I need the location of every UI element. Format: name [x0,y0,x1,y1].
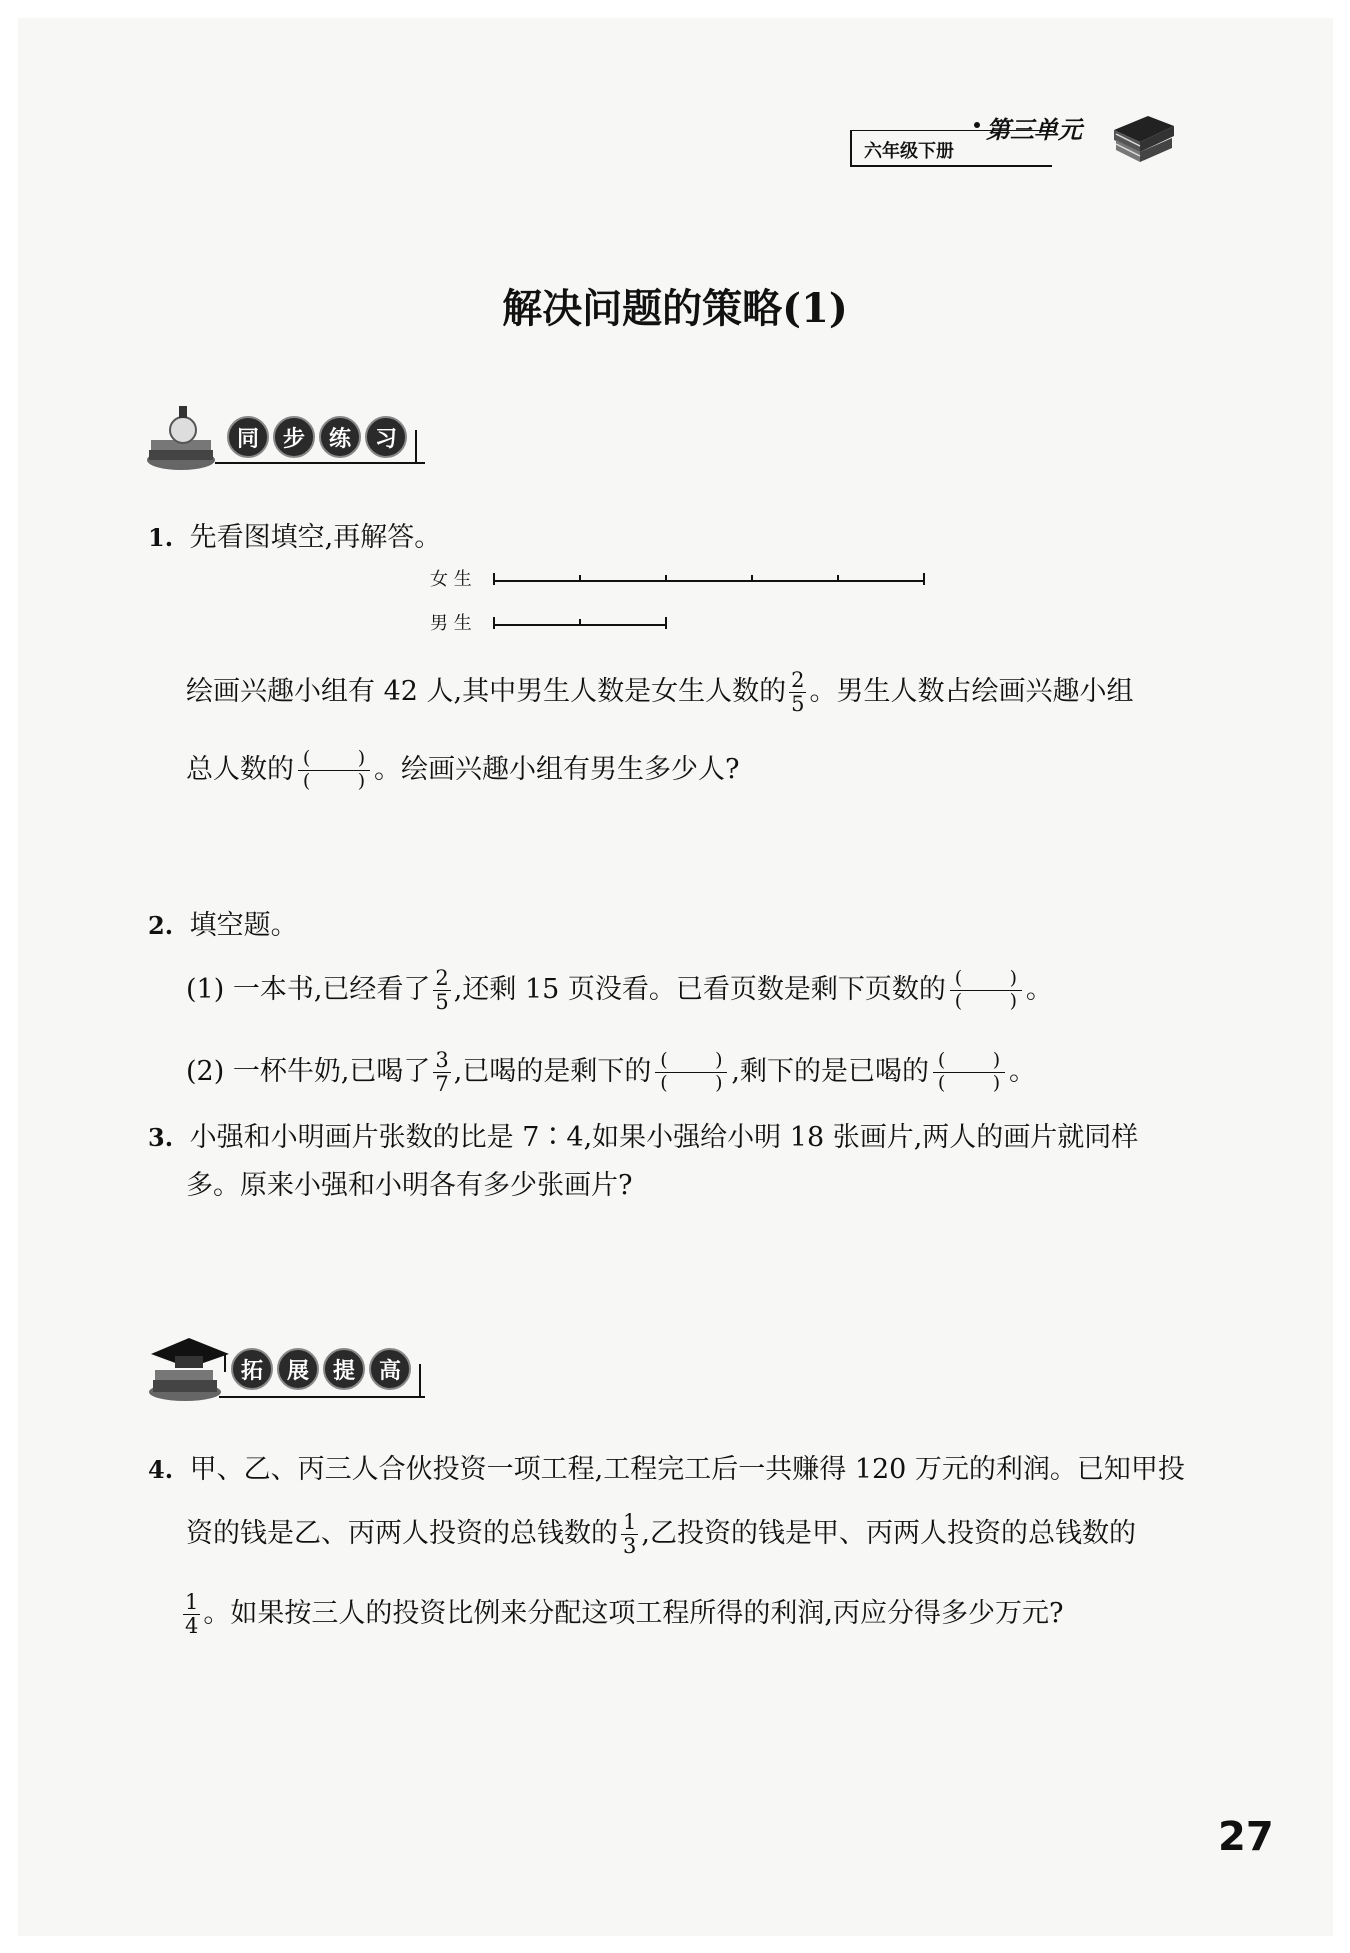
q1-line-1 [186,664,1133,720]
q3-line-2: 多。原来小强和小明各有多少张画片? [186,1170,633,1201]
girls-label: 女 生 [430,569,472,590]
text-span: 总人数的 [186,754,294,785]
section-title-practice [227,416,407,458]
fraction-3-7 [433,1049,450,1096]
question-number: 2. [148,911,174,940]
banner-underline [215,462,425,464]
question-number: 1. [148,523,174,552]
banner-bracket [419,1364,421,1396]
segment-lines [492,565,952,635]
blank-bottom: ( ) [933,1072,1005,1095]
lightbulb-books-icon [145,400,225,480]
fraction-1-4 [183,1591,200,1638]
denominator: 3 [623,1534,637,1558]
text-span: (1) 一本书,已经看了 [186,974,431,1005]
text-span: 资的钱是乙、丙两人投资的总钱数的 [186,1518,618,1549]
text-span: ,剩下的是已喝的 [731,1056,929,1087]
blank-top: ( ) [954,967,1018,990]
banner-char: 展 [277,1348,319,1390]
unit-label: 第三单元 [986,116,1082,144]
fraction-blank[interactable] [298,748,370,793]
q4-line-3 [180,1586,1063,1642]
page-number: 27 [1218,1814,1274,1860]
header [846,100,1176,170]
question-text: 小强和小明画片张数的比是 7∶4,如果小强给小明 18 张画片,两人的画片就同样 [189,1122,1139,1153]
blank-bottom: ( ) [298,770,370,793]
blank-bottom: ( ) [950,990,1022,1013]
q1-line-2 [186,742,739,798]
text-span: 。 [1025,974,1053,1005]
denominator: 5 [791,692,805,716]
question-text: 甲、乙、丙三人合伙投资一项工程,工程完工后一共赚得 120 万元的利润。已知甲投 [189,1454,1185,1485]
numerator: 1 [623,1509,637,1534]
text-span: 。 [1008,1056,1036,1087]
banner-char: 高 [369,1348,411,1390]
segment-diagram [430,565,950,635]
numerator: 2 [435,965,449,990]
banner-char: 提 [323,1348,365,1390]
boys-label: 男 生 [430,613,472,634]
fraction-2-5 [789,669,806,716]
fraction-1-3 [621,1511,638,1558]
page-title: 解决问题的策略(1) [502,285,848,332]
books-icon [1108,100,1178,168]
text-span: ,乙投资的钱是甲、丙两人投资的总钱数的 [641,1518,1136,1549]
fraction-blank[interactable] [933,1050,1005,1095]
text-span: ,还剩 15 页没看。已看页数是剩下页数的 [453,974,946,1005]
text-span: 绘画兴趣小组有 42 人,其中男生人数是女生人数的 [186,676,787,707]
grade-label: 六年级下册 [864,141,954,162]
banner-char: 拓 [231,1348,273,1390]
section-banner-extend [145,1330,425,1410]
question-3 [148,1124,1138,1151]
banner-underline [219,1396,425,1398]
numerator: 1 [185,1589,199,1614]
blank-bottom: ( ) [655,1072,727,1095]
banner-bracket [415,430,417,462]
question-prompt: 先看图填空,再解答。 [189,522,442,553]
fraction-2-5 [433,967,450,1014]
graduation-cap-books-icon [145,1330,235,1410]
section-title-extend [231,1348,411,1390]
banner-char: 练 [319,416,361,458]
banner-char: 步 [273,416,315,458]
text-span: 。男生人数占绘画兴趣小组 [809,676,1134,707]
q4-line-2 [186,1506,1136,1562]
question-number: 3. [148,1123,174,1152]
section-banner-practice [145,400,425,480]
denominator: 7 [435,1072,449,1096]
question-number: 4. [148,1455,174,1484]
banner-char: 同 [227,416,269,458]
blank-top: ( ) [660,1049,723,1072]
blank-top: ( ) [302,747,366,770]
q2-part-1 [186,962,1053,1018]
text-span: ,已喝的是剩下的 [453,1056,652,1087]
question-4 [148,1456,1185,1483]
fraction-blank[interactable] [655,1050,727,1095]
fraction-blank[interactable] [950,968,1022,1013]
text-span: (2) 一杯牛奶,已喝了 [186,1056,431,1087]
text-span: 。绘画兴趣小组有男生多少人? [374,754,740,785]
numerator: 3 [435,1047,449,1072]
blank-top: ( ) [937,1049,1001,1072]
question-prompt: 填空题。 [189,910,298,941]
header-dot [974,122,980,128]
q2-part-2 [186,1044,1036,1100]
question-1 [148,524,441,551]
denominator: 5 [435,990,449,1014]
denominator: 4 [185,1614,199,1638]
text-span: 。如果按三人的投资比例来分配这项工程所得的利润,丙应分得多少万元? [203,1598,1064,1629]
question-2 [148,912,298,939]
numerator: 2 [791,667,805,692]
banner-char: 习 [365,416,407,458]
